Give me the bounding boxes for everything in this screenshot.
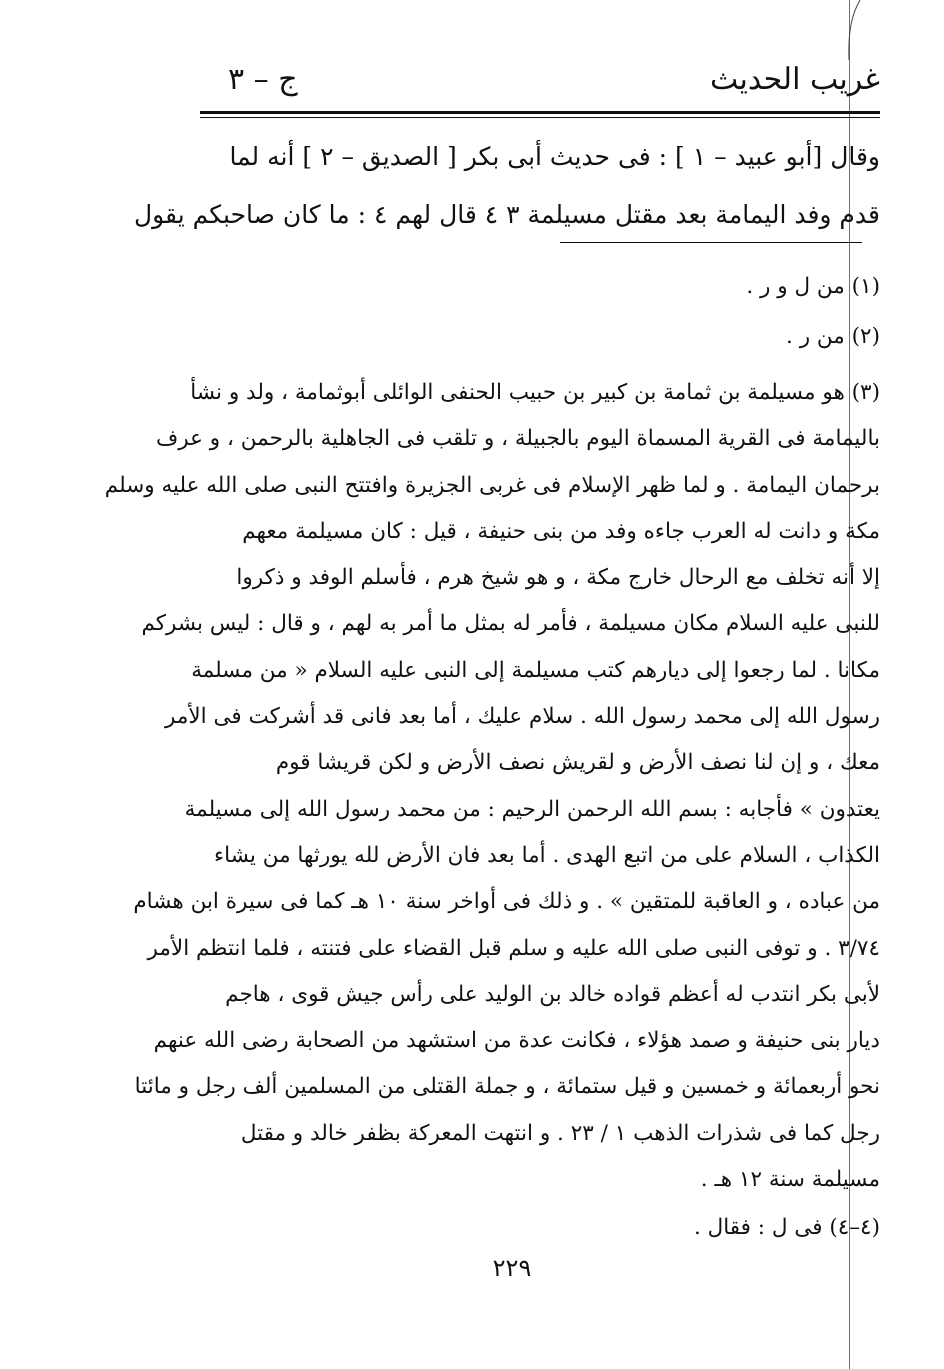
footnote-3-line: ٣/٧٤ . و توفى النبى صلى الله عليه و سلم قبل القضاء على فتنته ، فلما انتظم الأمر — [147, 935, 880, 961]
footnote-3-line: الكذاب ، السلام على من اتبع الهدى . أما بعد فان الأرض لله يورثها من يشاء — [214, 842, 880, 868]
footnote-1: (١) من ل و ر . — [746, 274, 880, 299]
footnote-3-line: باليمامة فى القرية المسماة اليوم بالجبيلة ، و تلقب فى الجاهلية بالرحمن ، و عرف — [155, 426, 880, 452]
page-header — [200, 62, 880, 106]
footnote-3-line: مكانا . لما رجعوا إلى ديارهم كتب مسيلمة إلى النبى عليه السلام « من مسلمة — [191, 657, 880, 683]
page-number: ٢٢٩ — [492, 1254, 532, 1282]
footnote-3-line: رسول الله إلى محمد رسول الله . سلام عليك ، أما بعد فانى قد أشركت فى الأمر — [165, 704, 880, 730]
volume-label: ج – ٣ — [228, 62, 298, 97]
footnote-2: (٢) من ر . — [786, 324, 880, 349]
footnote-3-line: (٣) هو مسيلمة بن ثمامة بن كبير بن حبيب الحنفى الوائلى أبوثمامة ، ولد و نشأ — [190, 380, 880, 405]
scan-artifact-curve — [838, 0, 868, 60]
footnote-4: (٤–٤) فى ل : فقال . — [693, 1215, 880, 1241]
footnote-3-line: معك ، و إن لنا نصف الأرض و لقريش نصف الأرض و لكن قريشا قوم — [275, 750, 880, 776]
main-text — [133, 128, 880, 244]
main-text-line: وقال [أبو عبيد – ١ ] : فى حديث أبى بكر [ الصديق – ٢ ] أنه لما — [229, 142, 880, 171]
footnote-3-line: ديار بنى حنيفة و صمد هؤلاء ، فكانت عدة من استشهد من الصحابة رضى الله عنهم — [153, 1028, 880, 1054]
footnote-3-line: إلا أنه تخلف مع الرحال خارج مكة ، و هو شيخ هرم ، فأسلم الوفد و ذكروا — [236, 565, 880, 591]
footnotes — [104, 262, 880, 1253]
main-text-line: قدم وفد اليمامة بعد مقتل مسيلمة ٣ ٤ قال لهم ٤ : ما كان صاحبكم يقول — [133, 200, 880, 229]
footnote-3 — [104, 370, 880, 1203]
footnote-3-line: لأبى بكر انتدب له أعظم قواده خالد بن الوليد على رأس جيش قوى ، هاجم — [225, 981, 880, 1007]
footnote-3-line: نحو أربعمائة و خمسين و قيل ستمائة ، و جملة القتلى من المسلمين ألف رجل و مائتا — [134, 1074, 880, 1100]
footnote-3-line: رجل كما فى شذرات الذهب ١ / ٢٣ . و انتهت المعركة بظفر خالد و مقتل — [240, 1120, 880, 1146]
running-title: غريب الحديث — [710, 62, 880, 97]
header-rule-thin — [200, 117, 880, 118]
footnote-3-line: مكة و دانت له العرب جاءه وفد من بنى حنيفة ، قيل : كان مسيلمة معهم — [242, 518, 880, 544]
footnote-3-line: يعتدون » فأجابه : بسم الله الرحمن الرحيم : من محمد رسول الله إلى مسيلمة — [184, 796, 880, 822]
footnote-3-line: من عباده ، و العاقبة للمتقين » . و ذلك فى أواخر سنة ١٠ هـ كما فى سيرة ابن هشام — [133, 889, 880, 915]
header-rule-thick — [200, 111, 880, 114]
main-text-underline — [560, 242, 862, 243]
footnote-3-line: مسيلمة سنة ١٢ هـ . — [700, 1167, 880, 1193]
footnote-3-line: برحمان اليمامة . و لما ظهر الإسلام فى غربى الجزيرة وافتتح النبى صلى الله عليه وسلم — [104, 472, 880, 498]
footnote-3-line: للنبى عليه السلام مكان مسيلمة ، فأمر له بمثل ما أمر به لهم ، و قال : ليس بشركم — [141, 611, 880, 637]
